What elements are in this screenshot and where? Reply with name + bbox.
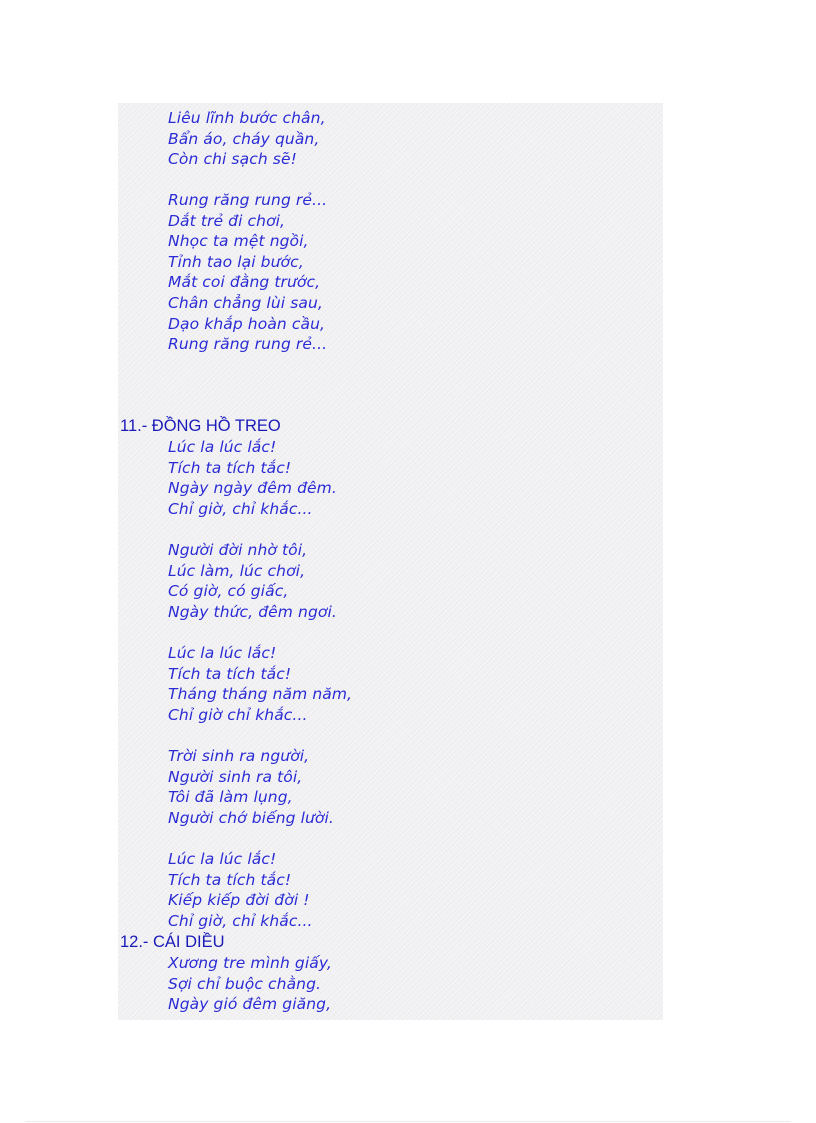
poem-line: Tháng tháng năm năm, [168,685,353,704]
poem-line: Tích ta tích tắc! [168,664,292,683]
poem-line: Chỉ giờ chỉ khắc... [168,705,308,724]
poem-line: Rung răng rung rẻ... [168,191,328,209]
poem-line: Rung răng rung rẻ... [168,335,328,354]
poem-line: Chỉ giờ, chỉ khắc... [168,499,313,518]
poem-line: Lúc làm, lúc chơi, [168,561,306,580]
poem-line: Ngày gió đêm giăng, [168,995,332,1014]
poem-line: Tích ta tích tắc! [168,458,292,477]
poem-line: Lúc la lúc lắc! [168,850,277,868]
section-heading: 11.- ĐỒNG HỒ TREO [120,417,281,435]
poem-line: Chân chẳng lùi sau, [168,294,323,312]
poem-line: Kiếp kiếp đời đời ! [168,891,310,910]
poem-line: Trời sinh ra người, [168,747,310,765]
poem-line: Tỉnh tao lại bước, [168,252,304,271]
poem-line: Nhọc ta mệt ngồi, [168,232,309,251]
poem-line: Sợi chỉ buộc chằng. [168,974,322,993]
poem-line: Tích ta tích tắc! [168,870,292,889]
poem-line: Chỉ giờ, chỉ khắc... [168,911,313,930]
page-bottom-rule [25,1121,791,1122]
poem-line: Tôi đã làm lụng, [168,788,293,807]
poem-line: Người sinh ra tôi, [168,767,303,786]
poem-line: Người đời nhờ tôi, [168,541,308,559]
poem-page [118,103,663,1020]
poem-line: Bẩn áo, cháy quần, [168,129,320,148]
poem-line: Lúc la lúc lắc! [168,438,277,456]
poem-line: Có giờ, có giấc, [168,582,289,601]
poem-line: Xương tre mình giấy, [168,954,332,972]
poem-line: Còn chi sạch sẽ! [168,150,297,169]
poem-line: Dạo khắp hoàn cầu, [168,314,326,333]
poem-line: Lúc la lúc lắc! [168,644,277,662]
poem-line: Liêu lĩnh bước chân, [168,109,326,127]
poem-line: Mắt coi đằng trước, [168,273,321,292]
section-heading: 12.- CÁI DIỀU [120,933,225,951]
poem-line: Người chớ biếng lười. [168,808,334,827]
poem-line: Ngày ngày đêm đêm. [168,479,337,498]
poem-line: Ngày thức, đêm ngơi. [168,602,337,621]
poem-line: Dắt trẻ đi chơi, [168,211,286,230]
